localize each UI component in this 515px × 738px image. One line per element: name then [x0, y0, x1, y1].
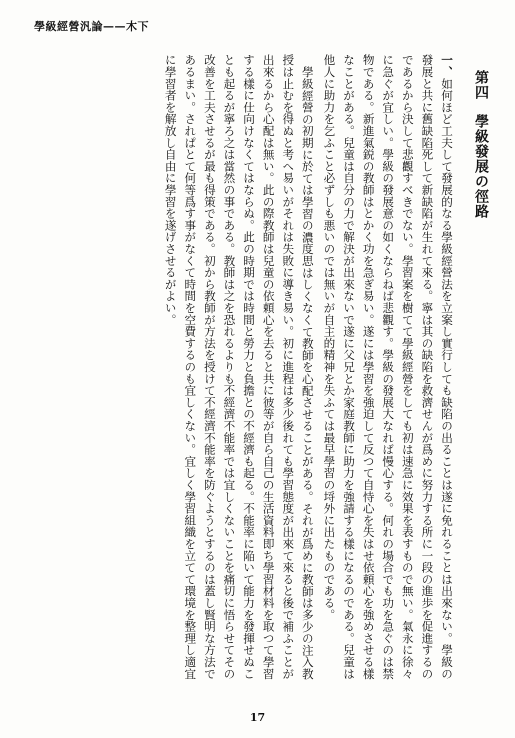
running-head: 學級經營汎論——木下	[34, 20, 149, 33]
chapter-title: 學級發展の徑路	[473, 114, 489, 219]
paragraph-lead-marker: 一、	[440, 54, 454, 78]
page-number: 17	[249, 711, 266, 724]
paragraph-1	[319, 54, 456, 684]
chapter-number: 第四	[473, 70, 489, 100]
paragraph-text: 如何ほど工夫して發展的なる學級經營法を立案し實行しても缺陷の出ることは遂に免れることは出來ない。學級の發展と共に舊缺陷死して新缺陷が生れて來る。寧は其の缺陷を救濟せんが爲めに努力する所に一段の進歩を促進するのであるから決して悲觀すべきでない。學習案を樹てて學級經營をしても初は速急に效果を表すもので無い。氣永に徐々に急ぐが宜しい。學級の發展意の如くならねば悲觀す。學級の發展大なれば慢心する。何れの場合でも功を急ぐのは禁物である。新進氣鋭の教師はとかく功を急ぎ易い。遂には學習を強迫して反つて自恃心を失はせ依頼心を強めさせる樣なことがある。兒童は自分の力で解決が出來ないで遂に父兄とか家庭教師に助力を強請する樣になるのである。兒童は他人に助力を乞ふこと必ずしも悪いのでは無いが自主的精神を失ふては最早學習の埒外に出たものである。	[322, 54, 454, 680]
chapter-heading	[470, 54, 492, 684]
body-text	[50, 54, 492, 684]
paragraph-text: 學級經營の初期に於ては學習の濃度思はしくなくて教師を心配させることがある。それが爲めに教師は多少の注入教授は止むを得ぬと考へ易いがそれは失敗に導き易い。初に進程は多少後れても學習態度が出來て來ると後で補ふことが出來るから心配は無い。此の際教師は兒童の依頼心を去ると共に彼等が自ら自己の生活資料即ち學習材料を取つて學習する樣に仕向けなくてはならぬ。此の時期では時間と勞力と負擔との不經濟も起る。不能率に陥いて能力を發揮せぬことも起るが寧ろ之は當然の事である。教師は之を恐れるよりも不經濟不能率では宜しくないことを痛切に悟らせてその改善を工夫させるが最も得策である。初から教師が方法を授けて不經濟不能率を防ぐようとするのは蓋し賢明な方法であるまい。されぱとて何等爲す事がなくて時間を空費するのも宜しくない。宜しく學習組織を立てて環境を整理し適宜に學習者を解放し自由に學習を遂げさせるがよい。	[163, 54, 315, 680]
paragraph-2	[160, 54, 317, 684]
